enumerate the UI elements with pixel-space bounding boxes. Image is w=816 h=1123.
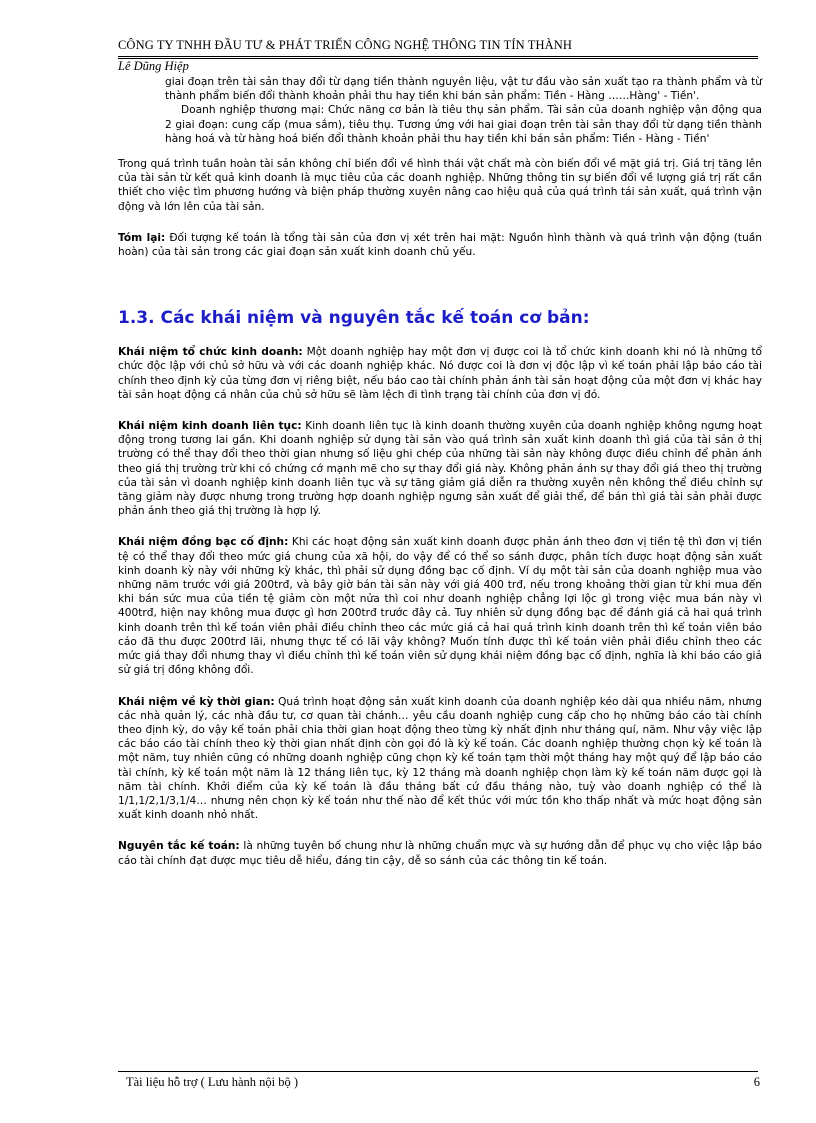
- paragraph-commercial-enterprise: Doanh nghiệp thương mại: Chức năng cơ bản là tiêu thụ sản phẩm. Tài sản của doanh nghiệp vận động qua 2 giai đoạn: cung cấp (mua sắm), tiêu thụ. Tương ứng với hai giai đoạn trên tài sản thay đổi từ dạng tiền thành hàng hoá và từ hàng hoá biến đổi thành khoản phải thu hay tiền khi bán sản phẩm: Tiền - Hàng - Tiền': [165, 104, 762, 145]
- page-number: 6: [753, 1075, 760, 1089]
- paragraph-production-cycle: giai đoạn trên tài sản thay đổi từ dạng tiền thành nguyên liệu, vật tư đầu vào sản xuất tạo ra thành phẩm và từ thành phẩm biến đổi thành khoản phải thu hay tiền khi bán sản phẩm: Tiền - Hàng ……Hàng' - Tiền'.: [165, 76, 762, 103]
- document-body: [118, 75, 762, 868]
- concept-text: Khi các hoạt động sản xuất kinh doanh được phản ánh theo đơn vị tiền tệ thì đơn vị tiền tệ có thể thay đổi theo mức giá chung của xã hội, do vậy để có thể so sánh được, phân tích được hoạt động sản xuất kinh doanh kỳ này với những kỳ khác, thì phải sử dụng đồng bạc cố định. Ví dụ một tài sản của doanh nghiệp mua vào những năm trước với giá 200trđ, và bây giờ bán tài sản này với giá 400 trđ, nếu trong khoảng thời gian từ khi mua đến khi bán sức mua của tiền tệ giảm còn một nửa thì coi như doanh nghiệp chẳng lợi lộc gì trong việc mua bán này vì 400trđ, hiện nay không mua được gì hơn 200trđ trước đây cả. Tuy nhiên sử dụng đồng bạc để đánh giá cả hai quá trình kinh doanh trên thì kế toán viên phải điều chỉnh theo các mức giá cả hai quá trình kinh doanh trên thì kế toán viên báo cáo đã thu được 200trđ lãi, nhưng thực tế có lãi vậy không? Muốn tính được thì kế toán viên phải điều chỉnh theo các mức giá thay đổi nhưng thay vì điều chỉnh thì kế toán viên sử dụng khái niệm đồng bạc cố định, nghĩa là khi báo cáo giả sử giá trị đồng không đổi.: [118, 536, 762, 677]
- section-heading: 1.3. Các khái niệm và nguyên tắc kế toán cơ bản:: [118, 308, 590, 329]
- paragraph-summary: [118, 231, 762, 259]
- header-divider: [118, 56, 758, 59]
- paragraph-asset-circulation: Trong quá trình tuần hoàn tài sản không chỉ biến đổi về hình thái vật chất mà còn biến đổi về mặt giá trị. Giá trị tăng lên của tài sản từ kết quả kinh doanh là mục tiêu của các doanh nghiệp. Những thông tin sự biến đổi về lượng giá trị rất cần thiết cho việc tìm phương hướng và biện pháp thường xuyên nâng cao hiệu quả của quá trình tái sản xuất, quá trình vận động và lớn lên của tài sản.: [118, 158, 762, 213]
- concept-text: Kinh doanh liên tục là kinh doanh thường xuyên của doanh nghiệp không ngưng hoạt động trong tương lai gần. Khi doanh nghiệp sử dụng tài sản vào quá trình sản xuất kinh doanh thì giá của tài sản ở thị trường có thể thay đổi theo thời gian nhưng số liệu ghi chép của những tài sản này không được điều chỉnh để phản ánh theo giá thị trường trừ khi có chứng cớ mạnh mẽ cho sự thay đổi giá này. Không phản ánh sự thay đổi giá theo thị trường của tài sản vì doanh nghiệp kinh doanh liên tục và sự tăng giảm giá diễn ra thường xuyên nên không thể điều chỉnh sự tăng giảm này được nhưng trong trường hợp doanh nghiệp ngưng sản xuất để giải thể, để bán thì giá tài sản phải được phản ánh theo giá thị trường là hợp lý.: [118, 420, 762, 518]
- footer-divider: [118, 1071, 758, 1072]
- concept-accounting-principles: [118, 839, 762, 867]
- header-company-name: CÔNG TY TNHH ĐẦU TƯ & PHÁT TRIỂN CÔNG NGHỆ THÔNG TIN TÍN THÀNH: [118, 38, 572, 52]
- concept-business-entity: [118, 345, 762, 402]
- concept-text: là những tuyên bố chung như là những chuẩn mực và sự hướng dẫn để phục vụ cho việc lập báo cáo tài chính đạt được mục tiêu dễ hiểu, đáng tin cậy, dễ so sánh của các thông tin kế toán.: [118, 840, 762, 867]
- concept-label: Khái niệm kinh doanh liên tục:: [118, 420, 302, 433]
- concept-label: Khái niệm về kỳ thời gian:: [118, 695, 275, 708]
- concept-text: Một doanh nghiệp hay một đơn vị được coi là tổ chức kinh doanh khi nó là những tổ chức độc lập với chủ sở hữu và với các doanh nghiệp khác. Nó được coi là đơn vị độc lập vì kế toán phải lập báo cáo tài chính theo định kỳ của từng đơn vị riêng biệt, nếu báo cao tài chính phản ánh tài sản hoạt động của một đơn vị khác hay tài sản hoạt động cá nhân của chủ sở hữu sẽ làm lệch đi tình trạng tài chính của đơn vị đó.: [118, 346, 762, 401]
- concept-label: Nguyên tắc kế toán:: [118, 840, 240, 853]
- intro-indented-block: [118, 75, 762, 146]
- concept-label: Khái niệm đồng bạc cố định:: [118, 536, 289, 549]
- footer-note: Tài liệu hỗ trợ ( Lưu hành nội bộ ): [126, 1075, 299, 1089]
- header-author: Lê Dũng Hiệp: [118, 59, 189, 73]
- concept-text: Quá trình hoạt động sản xuất kinh doanh của doanh nghiệp kéo dài qua nhiều năm, nhưng các nhà quản lý, các nhà đầu tư, cơ quan tài chánh… yêu cầu doanh nghiệp cung cấp cho họ những báo cáo tài chính theo định kỳ, do vậy kế toán phải chia thời gian hoạt động theo từng kỳ nhất định như tháng quí, năm. Như vậy việc lập các báo cáo tài chính theo kỳ thời gian nhất định còn gọi đó là kỳ kế toán. Các doanh nghiệp thường chọn kỳ kế toán là một năm, tuy nhiên cũng có những doanh nghiệp cũng chọn kỳ kế toán tạm thời một tháng hay một quý để lập báo cáo tài chính, kỳ kế toán một năm là 12 tháng liên tục, kỳ 12 tháng mà doanh nghiệp chọn làm kỳ kế toán năm được gọi là năm tài chính. Khởi điểm của kỳ kế toán là đầu tháng bất cứ đầu tháng nào, tuỳ vào doanh nghiệp có thể là 1/1,1/2,1/3,1/4… nhưng nên chọn kỳ kế toán như thế nào để kết thúc với mức tồn kho thấp nhất và mức hoạt động sản xuất kinh doanh nhỏ nhất.: [118, 695, 762, 822]
- concept-label: Khái niệm tổ chức kinh doanh:: [118, 346, 303, 359]
- concept-going-concern: [118, 419, 762, 518]
- concept-time-period: [118, 695, 762, 823]
- summary-label: Tóm lại:: [118, 231, 166, 244]
- concept-stable-monetary-unit: [118, 535, 762, 677]
- summary-text: Đối tượng kế toán là tổng tài sản của đơn vị xét trên hai mặt: Nguồn hình thành và quá trình vận động (tuần hoàn) của tài sản trong các giai đoạn sản xuất kinh doanh chủ yếu.: [118, 231, 762, 259]
